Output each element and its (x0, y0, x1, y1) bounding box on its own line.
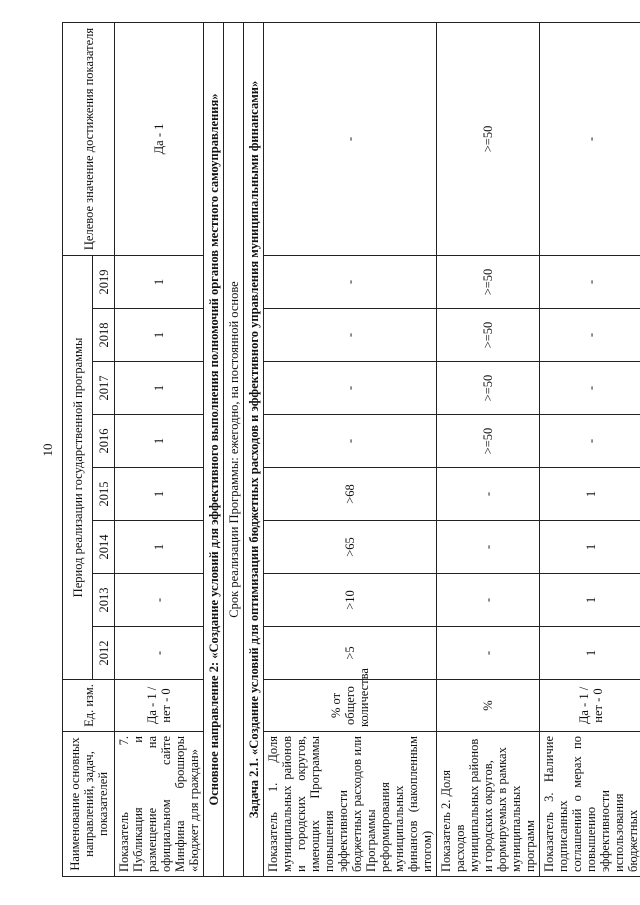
table-row (264, 22, 437, 876)
row-value-cell: - (115, 627, 204, 680)
row-value-cell: 1 (540, 627, 640, 680)
header-year-2014: 2014 (93, 521, 115, 574)
row-value-cell: - (540, 362, 640, 415)
row-value-cell: - (437, 521, 540, 574)
header-unit-cell: Ед. изм. (63, 680, 115, 732)
row-value-cell: 1 (540, 574, 640, 627)
row-value-cell: >68 (264, 468, 437, 521)
row-target-cell: - (540, 22, 640, 255)
row-value-cell: - (264, 309, 437, 362)
row-value-cell: 1 (115, 362, 204, 415)
row-unit-cell: Да - 1 /нет - 0 (115, 680, 204, 732)
table-row (437, 22, 540, 876)
row-value-cell: 1 (540, 468, 640, 521)
row-value-cell: 1 (115, 309, 204, 362)
header-period-cell: Период реализации государственной программы (63, 255, 93, 679)
row-value-cell: 1 (115, 415, 204, 468)
row-value-cell: 1 (115, 468, 204, 521)
direction-banner: Основное направление 2: «Создание условий для эффективного выполнения полномочий органов местного самоуправления» (204, 22, 224, 876)
row-value-cell: - (437, 627, 540, 680)
row-value-cell: 1 (540, 521, 640, 574)
header-year-2018: 2018 (93, 309, 115, 362)
table-row (540, 22, 640, 876)
row-value-cell: - (437, 574, 540, 627)
rotated-table-wrapper (62, 22, 640, 877)
row-value-cell: - (264, 415, 437, 468)
row-value-cell: >5 (264, 627, 437, 680)
row-value-cell: >10 (264, 574, 437, 627)
page-number: 10 (40, 443, 55, 457)
row-value-cell: >=50 (437, 309, 540, 362)
row-value-cell: >65 (264, 521, 437, 574)
row-value-cell: - (115, 574, 204, 627)
header-year-2013: 2013 (93, 574, 115, 627)
row-value-cell: 1 (115, 255, 204, 308)
header-year-2015: 2015 (93, 468, 115, 521)
row-value-cell: >=50 (437, 415, 540, 468)
row-target-cell: - (264, 22, 437, 255)
row-value-cell: - (437, 468, 540, 521)
program-indicators-table (62, 22, 640, 877)
header-year-2012: 2012 (93, 627, 115, 680)
header-target-cell: Целевое значение достижения показателя (63, 22, 115, 255)
row-target-cell: >=50 (437, 22, 540, 255)
row-value-cell: >=50 (437, 362, 540, 415)
row-value-cell: - (540, 255, 640, 308)
row-value-cell: - (264, 255, 437, 308)
header-year-2016: 2016 (93, 415, 115, 468)
period-banner: Срок реализации Программы: ежегодно, на постоянной основе (224, 22, 244, 876)
row-name-cell: Показатель 7. Публикация и размещение на официальном сайте Минфина брошюры «Бюджет для граждан» (115, 732, 204, 877)
table-row (115, 22, 204, 876)
row-value-cell: - (264, 362, 437, 415)
row-unit-cell: % от общего количества (264, 680, 437, 732)
row-value-cell: 1 (115, 521, 204, 574)
row-name-cell: Показатель 3. Наличие подписанных соглашений о мерах по повышению эффективности использования бюджетных (540, 732, 640, 877)
header-name-cell: Наименование основных направлений, задач, показателей (63, 732, 115, 877)
row-name-cell: Показатель 1. Доля муниципальных районов и городских округов, имеющих Программы повышения эффективности бюджетных расходов или Программы реформирования муниципальных финансов (накопленным итогом) (264, 732, 437, 877)
task-banner: Задача 2.1. «Создание условий для оптимизации бюджетных расходов и эффективного управления муниципальными финансами» (244, 22, 264, 876)
row-unit-cell: Да - 1 /нет - 0 (540, 680, 640, 732)
row-name-cell: Показатель 2. Доля расходов муниципальных районов и городских округов, формируемых в рамках муниципальных программ (437, 732, 540, 877)
header-year-2017: 2017 (93, 362, 115, 415)
row-value-cell: - (540, 415, 640, 468)
row-value-cell: >=50 (437, 255, 540, 308)
header-year-2019: 2019 (93, 255, 115, 308)
row-value-cell: - (540, 309, 640, 362)
row-unit-cell: % (437, 680, 540, 732)
row-target-cell: Да - 1 (115, 22, 204, 255)
